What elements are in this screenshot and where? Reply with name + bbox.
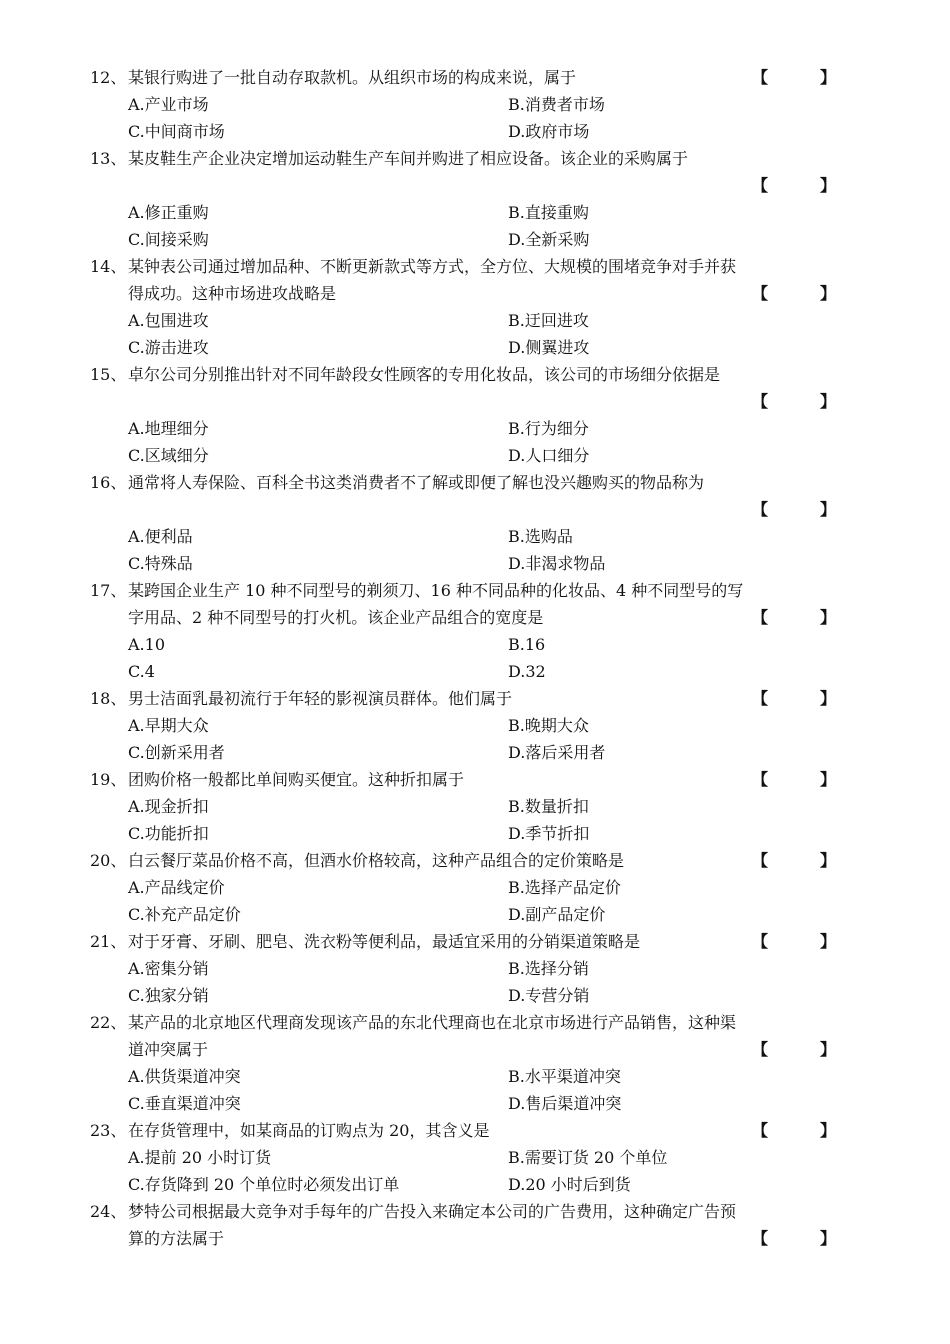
question-stem-line <box>0 577 950 604</box>
bracket-left: 【 <box>752 284 769 303</box>
option-row <box>0 442 950 469</box>
bracket-left: 【 <box>752 68 769 87</box>
option-right: B.迂回进攻 <box>508 311 589 330</box>
option-left: A.包围进攻 <box>128 311 209 330</box>
option-left: C.独家分销 <box>128 986 209 1005</box>
option-right: B.选择产品定价 <box>508 878 621 897</box>
question-stem-line <box>0 1117 950 1144</box>
question-17 <box>0 577 950 685</box>
option-left: C.区域细分 <box>128 446 209 465</box>
bracket-right: 】 <box>820 1229 837 1248</box>
bracket-left: 【 <box>752 1121 769 1140</box>
question-stem-line <box>0 685 950 712</box>
option-right: B.消费者市场 <box>508 95 605 114</box>
bracket-right: 】 <box>820 689 837 708</box>
option-left: A.供货渠道冲突 <box>128 1067 241 1086</box>
question-text: 在存货管理中，如某商品的订购点为 20，其含义是 <box>128 1121 490 1140</box>
question-text: 某跨国企业生产 10 种不同型号的剃须刀、16 种不同品种的化妆品、4 种不同型号的写 <box>128 581 744 600</box>
option-row <box>0 1063 950 1090</box>
option-right: D.非渴求物品 <box>508 554 606 573</box>
question-20 <box>0 847 950 928</box>
option-left: C.创新采用者 <box>128 743 225 762</box>
question-number: 17、 <box>90 581 127 600</box>
option-row <box>0 523 950 550</box>
question-stem-line <box>0 928 950 955</box>
option-row <box>0 550 950 577</box>
bracket-right: 】 <box>820 851 837 870</box>
option-row <box>0 199 950 226</box>
option-right: B.选购品 <box>508 527 573 546</box>
option-left: A.便利品 <box>128 527 193 546</box>
option-left: A.修正重购 <box>128 203 209 222</box>
question-number: 13、 <box>90 149 127 168</box>
question-21 <box>0 928 950 1009</box>
option-left: C.特殊品 <box>128 554 193 573</box>
question-19 <box>0 766 950 847</box>
question-16 <box>0 469 950 577</box>
option-left: C.垂直渠道冲突 <box>128 1094 241 1113</box>
option-left: A.地理细分 <box>128 419 209 438</box>
option-right: D.政府市场 <box>508 122 590 141</box>
option-left: C.4 <box>128 662 155 681</box>
question-stem-line <box>0 1198 950 1225</box>
option-row <box>0 712 950 739</box>
option-right: B.水平渠道冲突 <box>508 1067 621 1086</box>
option-row <box>0 631 950 658</box>
question-number: 14、 <box>90 257 127 276</box>
bracket-right: 】 <box>820 1121 837 1140</box>
bracket-left: 【 <box>752 1040 769 1059</box>
question-number: 12、 <box>90 68 127 87</box>
bracket-right: 】 <box>820 392 837 411</box>
bracket-left: 【 <box>752 1229 769 1248</box>
option-right: B.16 <box>508 635 546 654</box>
option-right: D.全新采购 <box>508 230 590 249</box>
option-row <box>0 334 950 361</box>
option-right: B.直接重购 <box>508 203 589 222</box>
question-stem-line <box>0 469 950 496</box>
option-row <box>0 1144 950 1171</box>
option-row <box>0 307 950 334</box>
option-right: D.落后采用者 <box>508 743 606 762</box>
question-text: 道冲突属于 <box>128 1040 209 1059</box>
question-text: 团购价格一般都比单间购买便宜。这种折扣属于 <box>128 770 465 789</box>
option-row <box>0 1171 950 1198</box>
question-number: 20、 <box>90 851 127 870</box>
question-stem-line <box>0 253 950 280</box>
option-row <box>0 226 950 253</box>
option-row <box>0 820 950 847</box>
option-row <box>0 955 950 982</box>
bracket-left: 【 <box>752 176 769 195</box>
option-left: A.早期大众 <box>128 716 209 735</box>
option-right: D.人口细分 <box>508 446 590 465</box>
option-row <box>0 91 950 118</box>
exam-page <box>0 64 950 1252</box>
question-number: 15、 <box>90 365 127 384</box>
option-right: D.20 小时后到货 <box>508 1175 631 1194</box>
option-right: D.32 <box>508 662 546 681</box>
option-left: C.游击进攻 <box>128 338 209 357</box>
question-12 <box>0 64 950 145</box>
option-left: A.提前 20 小时订货 <box>128 1148 272 1167</box>
option-right: D.售后渠道冲突 <box>508 1094 622 1113</box>
question-text: 男士洁面乳最初流行于年轻的影视演员群体。他们属于 <box>128 689 513 708</box>
bracket-right: 】 <box>820 932 837 951</box>
question-stem-line <box>0 604 950 631</box>
option-left: A.产品线定价 <box>128 878 225 897</box>
option-left: C.存货降到 20 个单位时必须发出订单 <box>128 1175 400 1194</box>
option-row <box>0 793 950 820</box>
question-stem-line <box>0 766 950 793</box>
question-stem-line <box>0 64 950 91</box>
question-number: 16、 <box>90 473 127 492</box>
option-right: D.专营分销 <box>508 986 590 1005</box>
option-right: B.行为细分 <box>508 419 589 438</box>
bracket-right: 】 <box>820 770 837 789</box>
question-18 <box>0 685 950 766</box>
option-left: C.补充产品定价 <box>128 905 241 924</box>
question-13 <box>0 145 950 253</box>
option-row <box>0 982 950 1009</box>
answer-bracket-line <box>0 172 950 199</box>
option-right: B.选择分销 <box>508 959 589 978</box>
question-number: 19、 <box>90 770 127 789</box>
option-row <box>0 1090 950 1117</box>
bracket-right: 】 <box>820 1040 837 1059</box>
question-text: 某皮鞋生产企业决定增加运动鞋生产车间并购进了相应设备。该企业的采购属于 <box>128 149 689 168</box>
bracket-right: 】 <box>820 500 837 519</box>
question-text: 某钟表公司通过增加品种、不断更新款式等方式，全方位、大规模的围堵竞争对手并获 <box>128 257 737 276</box>
bracket-left: 【 <box>752 770 769 789</box>
option-left: A.产业市场 <box>128 95 209 114</box>
option-row <box>0 118 950 145</box>
bracket-left: 【 <box>752 932 769 951</box>
option-row <box>0 415 950 442</box>
answer-bracket-line <box>0 388 950 415</box>
option-right: D.副产品定价 <box>508 905 606 924</box>
question-text: 对于牙膏、牙刷、肥皂、洗衣粉等便利品，最适宜采用的分销渠道策略是 <box>128 932 641 951</box>
option-row <box>0 739 950 766</box>
question-text: 某银行购进了一批自动存取款机。从组织市场的构成来说，属于 <box>128 68 577 87</box>
question-text: 某产品的北京地区代理商发现该产品的东北代理商也在北京市场进行产品销售，这种渠 <box>128 1013 737 1032</box>
question-14 <box>0 253 950 361</box>
question-text: 得成功。这种市场进攻战略是 <box>128 284 337 303</box>
bracket-left: 【 <box>752 851 769 870</box>
question-number: 21、 <box>90 932 127 951</box>
bracket-right: 】 <box>820 68 837 87</box>
bracket-right: 】 <box>820 608 837 627</box>
answer-bracket-line <box>0 496 950 523</box>
bracket-right: 】 <box>820 284 837 303</box>
option-left: C.间接采购 <box>128 230 209 249</box>
question-text: 字用品、2 种不同型号的打火机。该企业产品组合的宽度是 <box>128 608 544 627</box>
option-left: A.10 <box>128 635 165 654</box>
question-stem-line <box>0 145 950 172</box>
question-number: 22、 <box>90 1013 127 1032</box>
question-number: 18、 <box>90 689 127 708</box>
option-left: A.密集分销 <box>128 959 209 978</box>
option-right: B.晚期大众 <box>508 716 589 735</box>
question-text: 白云餐厅菜品价格不高，但酒水价格较高，这种产品组合的定价策略是 <box>128 851 625 870</box>
question-22 <box>0 1009 950 1117</box>
question-number: 23、 <box>90 1121 127 1140</box>
question-15 <box>0 361 950 469</box>
bracket-right: 】 <box>820 176 837 195</box>
question-number: 24、 <box>90 1202 127 1221</box>
option-row <box>0 658 950 685</box>
option-right: D.侧翼进攻 <box>508 338 590 357</box>
question-24 <box>0 1198 950 1252</box>
question-text: 卓尔公司分别推出针对不同年龄段女性顾客的专用化妆品，该公司的市场细分依据是 <box>128 365 721 384</box>
option-left: C.功能折扣 <box>128 824 209 843</box>
option-row <box>0 874 950 901</box>
question-stem-line <box>0 361 950 388</box>
question-stem-line <box>0 847 950 874</box>
option-left: A.现金折扣 <box>128 797 209 816</box>
question-stem-line <box>0 1036 950 1063</box>
bracket-left: 【 <box>752 392 769 411</box>
option-right: B.需要订货 20 个单位 <box>508 1148 668 1167</box>
option-left: C.中间商市场 <box>128 122 225 141</box>
bracket-left: 【 <box>752 500 769 519</box>
question-23 <box>0 1117 950 1198</box>
question-text: 梦特公司根据最大竞争对手每年的广告投入来确定本公司的广告费用，这种确定广告预 <box>128 1202 737 1221</box>
option-right: B.数量折扣 <box>508 797 589 816</box>
option-right: D.季节折扣 <box>508 824 590 843</box>
question-text: 通常将人寿保险、百科全书这类消费者不了解或即便了解也没兴趣购买的物品称为 <box>128 473 705 492</box>
question-text: 算的方法属于 <box>128 1229 225 1248</box>
question-stem-line <box>0 1225 950 1252</box>
bracket-left: 【 <box>752 608 769 627</box>
question-stem-line <box>0 280 950 307</box>
question-stem-line <box>0 1009 950 1036</box>
option-row <box>0 901 950 928</box>
bracket-left: 【 <box>752 689 769 708</box>
